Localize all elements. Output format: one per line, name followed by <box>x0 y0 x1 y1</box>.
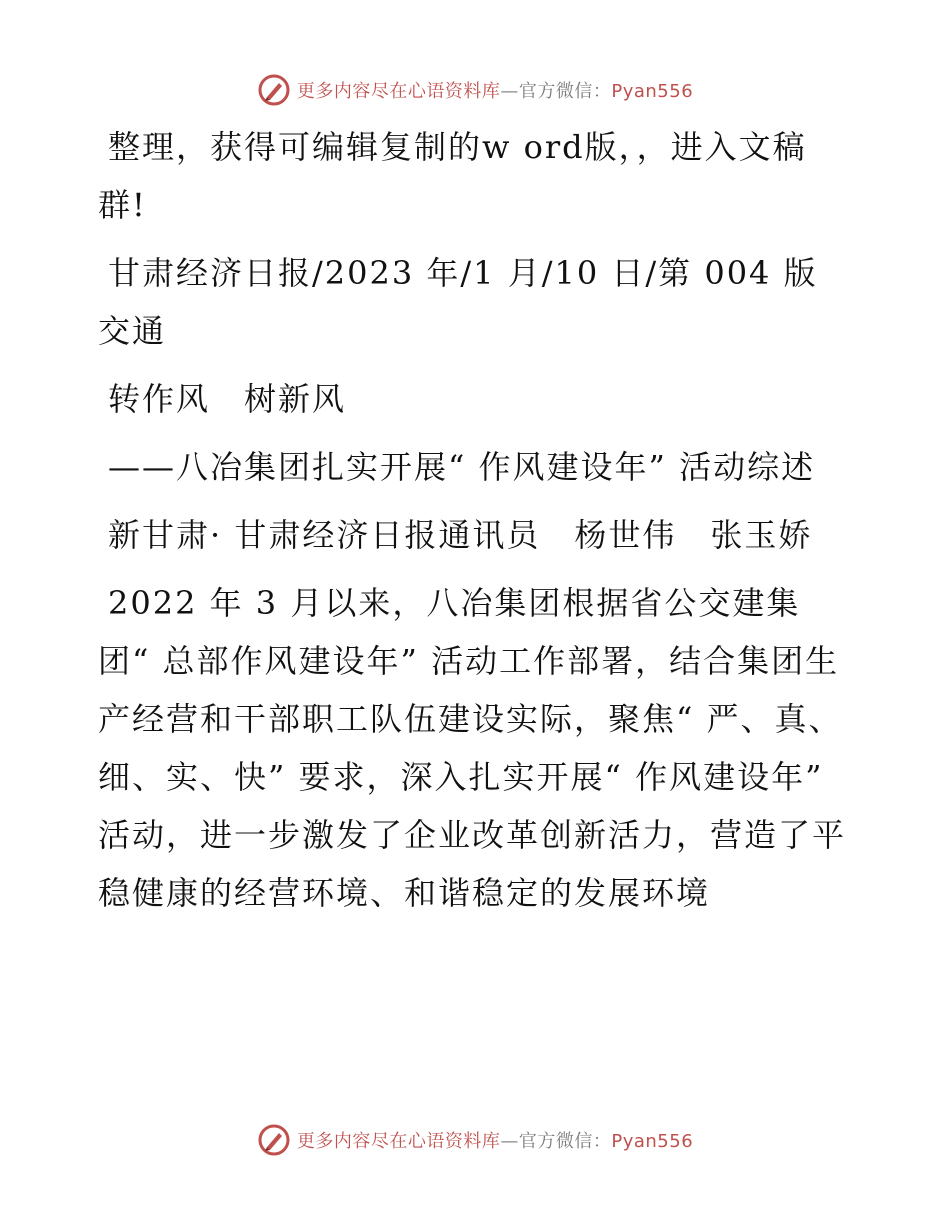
banner-site-text: 更多内容尽在心语资料库 <box>296 81 501 102</box>
paragraph-intro: 整理，获得可编辑复制的w ord版，，进入文稿群! <box>98 128 807 224</box>
banner-separator: — <box>500 81 519 102</box>
banner-wechat-label: 官方微信： <box>518 81 612 102</box>
paragraph-subtitle: ——八冶集团扎实开展“ 作风建设年” 活动综述 <box>108 448 816 486</box>
banner-text <box>297 77 693 103</box>
banner-site-text: 更多内容尽在心语资料库 <box>296 1131 501 1152</box>
header-watermark-banner <box>0 70 950 110</box>
banner-wechat-id: Pyan556 <box>611 1131 694 1152</box>
banner-wechat-label: 官方微信： <box>518 1131 612 1152</box>
banner-separator: — <box>500 1131 519 1152</box>
pen-logo-icon <box>257 1123 291 1157</box>
paragraph-source: 甘肃经济日报/2023 年/1 月/10 日/第 004 版交通 <box>98 254 818 350</box>
banner-wechat-id: Pyan556 <box>611 81 694 102</box>
paragraph-body: 2022 年 3 月以来，八冶集团根据省公交建集团“ 总部作风建设年” 活动工作部署，结合集团生产经营和干部职工队伍建设实际，聚焦“ 严、真、细、实、快” 要求，深入扎实开展“ 作风建设年” 活动，进一步激发了企业改革创新活力，营造了平稳健康的经营环境、和谐稳定的发展环境 <box>98 584 847 912</box>
paragraph-title: 转作风 树新风 <box>108 380 347 418</box>
document-body <box>98 118 850 932</box>
footer-watermark-banner <box>0 1120 950 1160</box>
paragraph-byline: 新甘肃· 甘肃经济日报通讯员 杨世伟 张玉娇 <box>108 516 813 554</box>
pen-logo-icon <box>257 73 291 107</box>
banner-text <box>297 1127 693 1153</box>
